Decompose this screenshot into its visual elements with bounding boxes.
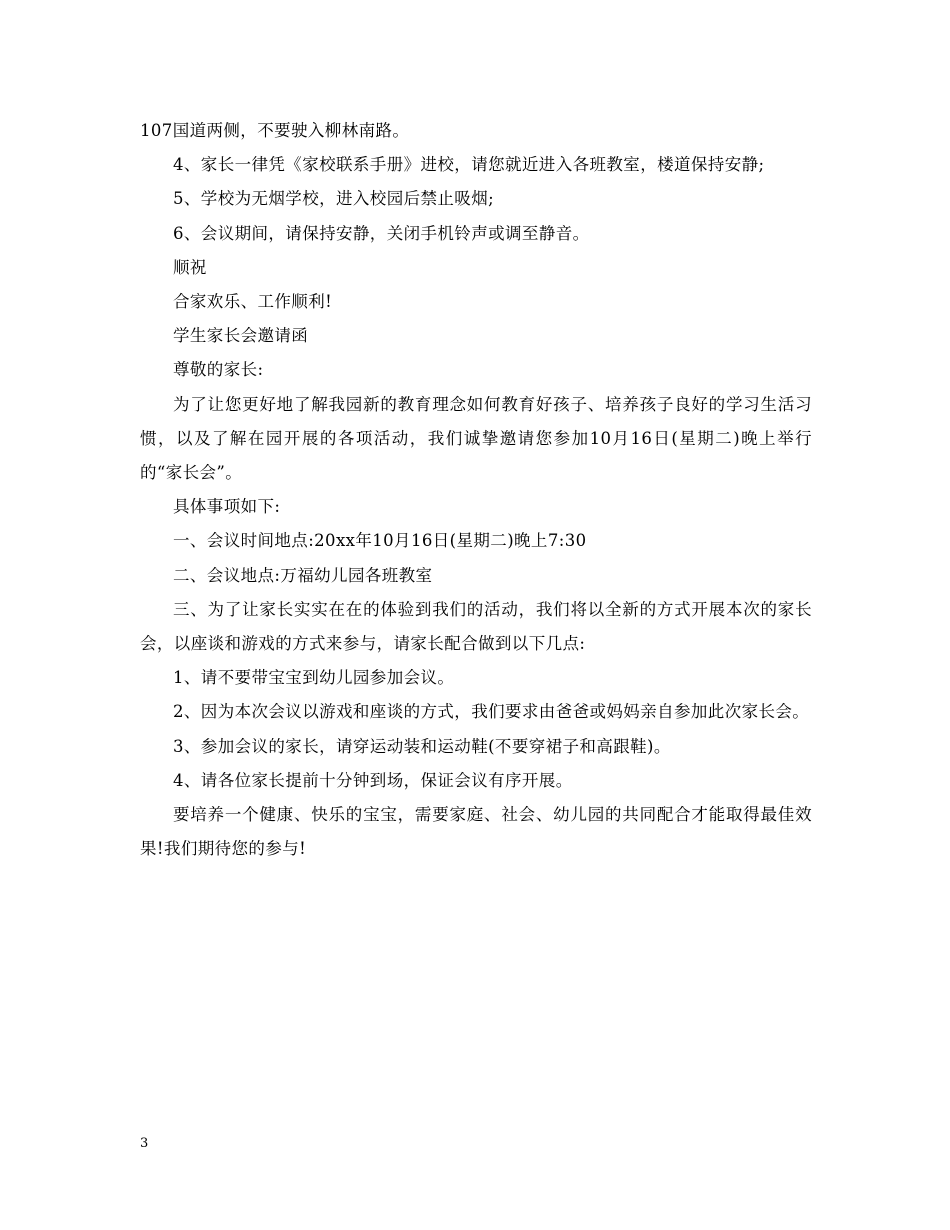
list-item: 3、参加会议的家长，请穿运动装和运动鞋(不要穿裙子和高跟鞋)。 [173,736,671,756]
list-item: 一、会议时间地点:20xx年10月16日(星期二)晚上7:30 [173,531,587,551]
paragraph: 107国道两侧，不要驶入柳林南路。 [140,121,410,140]
list-item: 1、请不要带宝宝到幼儿园参加会议。 [173,668,455,688]
list-item: 4、请各位家长提前十分钟到场，保证会议有序开展。 [173,770,573,790]
paragraph: 6、会议期间，请保持安静，关闭手机铃声或调至静音。 [173,223,590,243]
paragraph: 具体事项如下: [173,497,281,517]
page-number: 3 [140,1136,149,1151]
closing-salutation: 顺祝 [173,257,207,277]
list-item: 三、为了让家长实实在在的体验到我们的活动，我们将以全新的方式开展本次的家长会，以座谈和游戏的方式来参与，请家长配合做到以下几点: [140,599,812,654]
paragraph: 为了让您更好地了解我园新的教育理念如何教育好孩子、培养孩子良好的学习生活习惯，以及了解在园开展的各项活动，我们诚挚邀请您参加10月16日(星期二)晚上举行的“家长会”。 [140,394,812,483]
paragraph: 5、学校为无烟学校，进入校园后禁止吸烟; [173,189,495,209]
greeting: 尊敬的家长: [173,360,264,380]
section-title: 学生家长会邀请函 [173,326,309,346]
list-item: 2、因为本次会议以游戏和座谈的方式，我们要求由爸爸或妈妈亲自参加此次家长会。 [173,702,810,722]
list-item: 二、会议地点:万福幼儿园各班教室 [173,565,433,585]
document-body [140,114,812,866]
closing-wish: 合家欢乐、工作顺利! [173,292,333,312]
paragraph: 4、家长一律凭《家校联系手册》进校，请您就近进入各班教室，楼道保持安静; [173,155,765,175]
paragraph: 要培养一个健康、快乐的宝宝，需要家庭、社会、幼儿园的共同配合才能取得最佳效果!我们期待您的参与! [140,805,812,859]
